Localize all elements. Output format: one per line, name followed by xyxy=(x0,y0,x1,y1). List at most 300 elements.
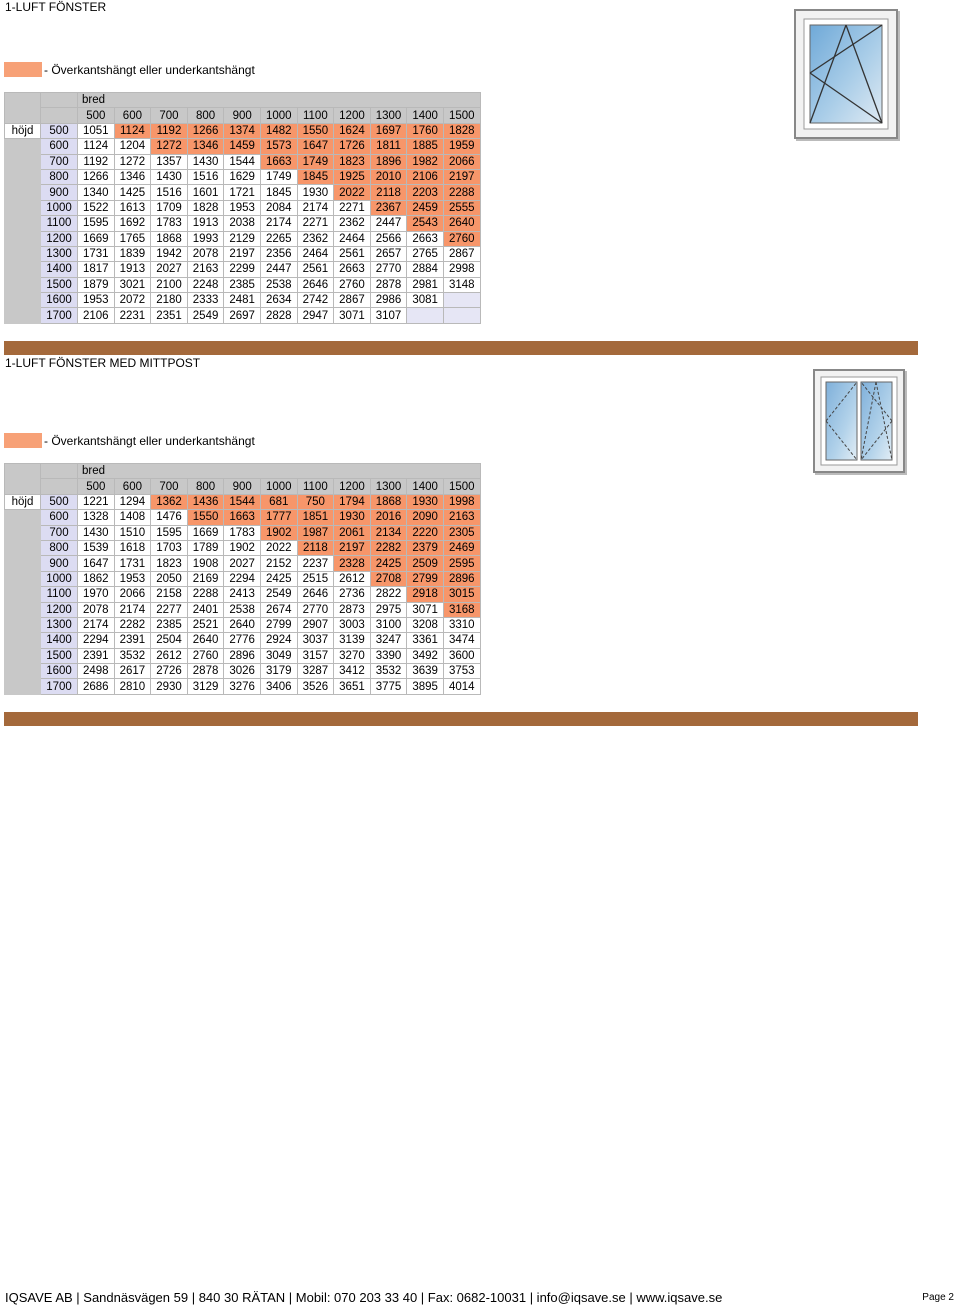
price-cell: 3168 xyxy=(443,602,480,617)
table-row xyxy=(5,587,481,602)
price-cell: 2896 xyxy=(224,648,261,663)
price-cell: 2197 xyxy=(334,540,371,555)
price-cell: 1765 xyxy=(114,231,151,246)
price-cell: 1669 xyxy=(78,231,115,246)
price-cell: 1482 xyxy=(260,123,297,138)
price-cell: 2469 xyxy=(443,540,480,555)
price-cell: 3474 xyxy=(443,633,480,648)
price-cell: 2612 xyxy=(334,571,371,586)
hojd-spacer xyxy=(5,308,41,323)
table-row xyxy=(5,185,481,200)
price-cell: 2118 xyxy=(370,185,407,200)
width-header-cell: 800 xyxy=(187,108,224,123)
table-row xyxy=(5,510,481,525)
hojd-spacer xyxy=(5,556,41,571)
price-cell: 1595 xyxy=(151,525,188,540)
width-header-cell: 600 xyxy=(114,108,151,123)
price-cell: 2271 xyxy=(334,200,371,215)
price-cell: 2907 xyxy=(297,617,334,632)
price-cell: 1516 xyxy=(151,185,188,200)
hojd-spacer xyxy=(5,571,41,586)
width-header-cell: 1500 xyxy=(443,108,480,123)
width-header-cell: 1200 xyxy=(334,108,371,123)
price-cell: 3600 xyxy=(443,648,480,663)
price-cell: 2106 xyxy=(78,308,115,323)
bred-label: bred xyxy=(78,93,481,108)
price-cell: 1476 xyxy=(151,510,188,525)
table-corner xyxy=(5,93,41,124)
price-cell: 2134 xyxy=(370,525,407,540)
price-cell: 3532 xyxy=(114,648,151,663)
price-cell: 2646 xyxy=(297,587,334,602)
price-cell: 2566 xyxy=(370,231,407,246)
width-header-cell: 1000 xyxy=(260,479,297,494)
price-cell: 2152 xyxy=(260,556,297,571)
table-corner-cell xyxy=(41,464,78,479)
price-cell: 2027 xyxy=(151,262,188,277)
width-header-cell: 1300 xyxy=(370,479,407,494)
price-cell: 2878 xyxy=(187,664,224,679)
price-cell: 2726 xyxy=(151,664,188,679)
price-cell: 2634 xyxy=(260,293,297,308)
price-cell: 1845 xyxy=(297,169,334,184)
price-cell: 2867 xyxy=(334,293,371,308)
price-cell: 1731 xyxy=(114,556,151,571)
height-label-cell: 1300 xyxy=(41,246,78,261)
price-cell: 2010 xyxy=(370,169,407,184)
section-1-legend-swatch xyxy=(4,62,42,77)
price-cell: 1272 xyxy=(151,139,188,154)
price-cell: 1340 xyxy=(78,185,115,200)
price-cell: 2237 xyxy=(297,556,334,571)
price-cell: 2197 xyxy=(224,246,261,261)
price-cell: 1970 xyxy=(78,587,115,602)
price-cell: 3532 xyxy=(370,664,407,679)
price-cell: 2918 xyxy=(407,587,444,602)
price-cell: 1663 xyxy=(224,510,261,525)
height-label-cell: 1300 xyxy=(41,617,78,632)
table-row xyxy=(5,679,481,694)
price-cell: 2072 xyxy=(114,293,151,308)
width-header-cell: 1500 xyxy=(443,479,480,494)
table-row xyxy=(5,556,481,571)
price-cell xyxy=(443,308,480,323)
price-cell: 3247 xyxy=(370,633,407,648)
price-cell: 1987 xyxy=(297,525,334,540)
table-row xyxy=(5,277,481,292)
footer-contact: IQSAVE AB | Sandnäsvägen 59 | 840 30 RÄTAN | Mobil: 070 203 33 40 | Fax: 0682-10031 | info@iqsave.se | www.iqsave.se xyxy=(5,1290,723,1305)
price-cell: 3015 xyxy=(443,587,480,602)
section-2-legend-text: - Överkantshängt eller underkantshängt xyxy=(44,434,255,448)
price-cell: 1362 xyxy=(151,494,188,509)
width-header-cell: 500 xyxy=(78,108,115,123)
price-cell: 3021 xyxy=(114,277,151,292)
price-cell: 1669 xyxy=(187,525,224,540)
price-cell: 2799 xyxy=(407,571,444,586)
price-cell: 1777 xyxy=(260,510,297,525)
price-cell: 1425 xyxy=(114,185,151,200)
price-cell: 3639 xyxy=(407,664,444,679)
price-cell: 1272 xyxy=(114,154,151,169)
table-row xyxy=(5,664,481,679)
price-cell: 750 xyxy=(297,494,334,509)
price-cell: 1862 xyxy=(78,571,115,586)
height-label-cell: 1500 xyxy=(41,277,78,292)
price-cell: 1913 xyxy=(114,262,151,277)
price-cell: 3775 xyxy=(370,679,407,694)
price-cell: 1618 xyxy=(114,540,151,555)
price-cell: 2981 xyxy=(407,277,444,292)
price-cell: 2975 xyxy=(370,602,407,617)
price-cell: 2022 xyxy=(260,540,297,555)
price-cell: 2174 xyxy=(78,617,115,632)
price-cell: 2362 xyxy=(297,231,334,246)
width-header-cell: 900 xyxy=(224,479,261,494)
price-cell: 1430 xyxy=(78,525,115,540)
price-cell: 2022 xyxy=(334,185,371,200)
price-cell: 3287 xyxy=(297,664,334,679)
table-row xyxy=(5,154,481,169)
hojd-spacer xyxy=(5,633,41,648)
price-cell: 3148 xyxy=(443,277,480,292)
price-cell: 1709 xyxy=(151,200,188,215)
height-label-cell: 700 xyxy=(41,525,78,540)
price-cell: 3157 xyxy=(297,648,334,663)
table-corner xyxy=(5,464,41,495)
price-cell: 2231 xyxy=(114,308,151,323)
height-label-cell: 500 xyxy=(41,123,78,138)
price-cell: 3081 xyxy=(407,293,444,308)
price-cell: 2277 xyxy=(151,602,188,617)
price-cell: 2038 xyxy=(224,216,261,231)
price-cell: 2447 xyxy=(260,262,297,277)
price-cell: 1430 xyxy=(187,154,224,169)
section-2-legend-swatch xyxy=(4,433,42,448)
hojd-spacer xyxy=(5,277,41,292)
price-cell: 2090 xyxy=(407,510,444,525)
price-cell: 1902 xyxy=(260,525,297,540)
price-cell: 2288 xyxy=(443,185,480,200)
price-cell: 1789 xyxy=(187,540,224,555)
price-cell: 2640 xyxy=(224,617,261,632)
bred-header-row xyxy=(5,93,481,108)
price-cell: 2158 xyxy=(151,587,188,602)
price-cell: 1817 xyxy=(78,262,115,277)
bred-header-row xyxy=(5,464,481,479)
price-cell: 3390 xyxy=(370,648,407,663)
price-cell: 2459 xyxy=(407,200,444,215)
price-cell: 2084 xyxy=(260,200,297,215)
price-cell: 2617 xyxy=(114,664,151,679)
price-cell: 1885 xyxy=(407,139,444,154)
price-cell: 1749 xyxy=(260,169,297,184)
width-header-cell: 700 xyxy=(151,479,188,494)
price-cell: 1783 xyxy=(151,216,188,231)
price-cell: 1544 xyxy=(224,494,261,509)
price-cell: 2129 xyxy=(224,231,261,246)
table-row xyxy=(5,308,481,323)
price-cell: 2543 xyxy=(407,216,444,231)
price-cell: 2066 xyxy=(114,587,151,602)
hojd-spacer xyxy=(5,185,41,200)
price-cell: 2100 xyxy=(151,277,188,292)
section-2-separator-band xyxy=(4,712,918,726)
price-cell: 2413 xyxy=(224,587,261,602)
hojd-spacer xyxy=(5,216,41,231)
height-label-cell: 1400 xyxy=(41,633,78,648)
price-cell: 2174 xyxy=(260,216,297,231)
price-cell: 2385 xyxy=(224,277,261,292)
price-cell xyxy=(443,293,480,308)
height-label-cell: 1600 xyxy=(41,664,78,679)
price-cell: 1539 xyxy=(78,540,115,555)
price-cell: 2873 xyxy=(334,602,371,617)
price-cell: 2401 xyxy=(187,602,224,617)
table-row xyxy=(5,571,481,586)
height-label-cell: 600 xyxy=(41,139,78,154)
price-cell: 1783 xyxy=(224,525,261,540)
table-corner-cell xyxy=(41,93,78,108)
price-cell: 2521 xyxy=(187,617,224,632)
price-cell: 1595 xyxy=(78,216,115,231)
height-label-cell: 800 xyxy=(41,169,78,184)
height-label-cell: 1000 xyxy=(41,200,78,215)
price-cell: 1192 xyxy=(151,123,188,138)
price-cell: 1522 xyxy=(78,200,115,215)
height-label-cell: 700 xyxy=(41,154,78,169)
price-cell: 3406 xyxy=(260,679,297,694)
width-header-cell: 1400 xyxy=(407,108,444,123)
price-cell: 1760 xyxy=(407,123,444,138)
price-cell: 3310 xyxy=(443,617,480,632)
price-cell: 3026 xyxy=(224,664,261,679)
bred-label: bred xyxy=(78,464,481,479)
price-cell: 2385 xyxy=(151,617,188,632)
hojd-spacer xyxy=(5,679,41,694)
hojd-spacer xyxy=(5,154,41,169)
price-cell: 1982 xyxy=(407,154,444,169)
price-cell: 2294 xyxy=(224,571,261,586)
price-cell: 3107 xyxy=(370,308,407,323)
price-cell: 1953 xyxy=(78,293,115,308)
hojd-spacer xyxy=(5,262,41,277)
width-header-cell: 800 xyxy=(187,479,224,494)
price-cell: 2299 xyxy=(224,262,261,277)
height-label-cell: 1100 xyxy=(41,216,78,231)
price-cell: 1624 xyxy=(334,123,371,138)
price-cell: 1811 xyxy=(370,139,407,154)
width-header-spacer xyxy=(41,479,78,494)
price-cell: 2686 xyxy=(78,679,115,694)
price-cell: 2549 xyxy=(260,587,297,602)
table-row xyxy=(5,216,481,231)
price-cell: 2867 xyxy=(443,246,480,261)
price-cell: 1294 xyxy=(114,494,151,509)
price-cell: 3129 xyxy=(187,679,224,694)
price-cell: 2333 xyxy=(187,293,224,308)
price-cell: 2760 xyxy=(187,648,224,663)
hojd-spacer xyxy=(5,293,41,308)
price-cell: 2924 xyxy=(260,633,297,648)
price-cell: 2163 xyxy=(443,510,480,525)
price-cell: 2810 xyxy=(114,679,151,694)
window-photo-mullion xyxy=(813,369,905,473)
price-cell: 2282 xyxy=(370,540,407,555)
price-cell: 2498 xyxy=(78,664,115,679)
table-row xyxy=(5,123,481,138)
price-cell: 2595 xyxy=(443,556,480,571)
price-cell: 2118 xyxy=(297,540,334,555)
price-cell: 3003 xyxy=(334,617,371,632)
hojd-label: höjd xyxy=(5,494,41,509)
price-cell: 2391 xyxy=(78,648,115,663)
price-cell: 1828 xyxy=(187,200,224,215)
price-cell: 1845 xyxy=(260,185,297,200)
price-cell: 2180 xyxy=(151,293,188,308)
price-cell: 2447 xyxy=(370,216,407,231)
price-cell: 2515 xyxy=(297,571,334,586)
price-cell: 2697 xyxy=(224,308,261,323)
height-label-cell: 1400 xyxy=(41,262,78,277)
width-header-cell: 900 xyxy=(224,108,261,123)
price-cell: 2351 xyxy=(151,308,188,323)
table-row xyxy=(5,648,481,663)
price-cell: 2328 xyxy=(334,556,371,571)
price-cell: 681 xyxy=(260,494,297,509)
price-cell: 1374 xyxy=(224,123,261,138)
table-row xyxy=(5,494,481,509)
price-cell: 1663 xyxy=(260,154,297,169)
price-cell: 2640 xyxy=(187,633,224,648)
price-cell: 3361 xyxy=(407,633,444,648)
price-cell: 1544 xyxy=(224,154,261,169)
price-cell: 3526 xyxy=(297,679,334,694)
price-cell: 2203 xyxy=(407,185,444,200)
price-cell: 1550 xyxy=(187,510,224,525)
price-cell: 2509 xyxy=(407,556,444,571)
price-cell: 1221 xyxy=(78,494,115,509)
table-row xyxy=(5,231,481,246)
price-cell: 2947 xyxy=(297,308,334,323)
window-photo-single xyxy=(794,9,898,139)
table-row xyxy=(5,139,481,154)
price-cell: 1346 xyxy=(114,169,151,184)
table-row xyxy=(5,200,481,215)
price-cell: 1823 xyxy=(334,154,371,169)
price-cell: 2481 xyxy=(224,293,261,308)
price-cell: 1908 xyxy=(187,556,224,571)
hojd-spacer xyxy=(5,246,41,261)
price-cell: 2169 xyxy=(187,571,224,586)
price-cell: 2549 xyxy=(187,308,224,323)
price-cell: 1647 xyxy=(297,139,334,154)
price-cell: 1823 xyxy=(151,556,188,571)
hojd-label: höjd xyxy=(5,123,41,138)
price-cell: 2248 xyxy=(187,277,224,292)
price-cell: 2663 xyxy=(407,231,444,246)
price-cell: 1879 xyxy=(78,277,115,292)
price-cell: 1959 xyxy=(443,139,480,154)
price-cell: 3037 xyxy=(297,633,334,648)
price-cell: 2027 xyxy=(224,556,261,571)
height-label-cell: 1500 xyxy=(41,648,78,663)
price-cell: 2391 xyxy=(114,633,151,648)
price-cell: 1868 xyxy=(151,231,188,246)
price-cell: 1902 xyxy=(224,540,261,555)
hojd-spacer xyxy=(5,617,41,632)
price-cell: 2708 xyxy=(370,571,407,586)
table-row xyxy=(5,525,481,540)
price-cell: 3139 xyxy=(334,633,371,648)
price-cell: 2776 xyxy=(224,633,261,648)
price-cell: 2061 xyxy=(334,525,371,540)
price-cell: 2640 xyxy=(443,216,480,231)
price-cell: 1896 xyxy=(370,154,407,169)
hojd-spacer xyxy=(5,525,41,540)
price-cell: 2770 xyxy=(370,262,407,277)
price-cell: 1510 xyxy=(114,525,151,540)
price-cell: 2163 xyxy=(187,262,224,277)
height-label-cell: 1700 xyxy=(41,308,78,323)
price-cell: 2367 xyxy=(370,200,407,215)
price-cell: 2425 xyxy=(370,556,407,571)
price-cell: 2538 xyxy=(224,602,261,617)
price-cell: 1925 xyxy=(334,169,371,184)
price-cell: 3049 xyxy=(260,648,297,663)
price-cell: 1408 xyxy=(114,510,151,525)
height-label-cell: 1100 xyxy=(41,587,78,602)
price-cell: 2878 xyxy=(370,277,407,292)
price-cell: 1953 xyxy=(114,571,151,586)
price-cell: 2765 xyxy=(407,246,444,261)
price-cell: 2425 xyxy=(260,571,297,586)
price-cell: 2561 xyxy=(297,262,334,277)
section-2-price-table xyxy=(4,463,481,695)
width-header-row xyxy=(5,108,481,123)
hojd-spacer xyxy=(5,648,41,663)
section-1-separator-band xyxy=(4,341,918,355)
height-label-cell: 1600 xyxy=(41,293,78,308)
price-cell: 3071 xyxy=(407,602,444,617)
price-cell: 1204 xyxy=(114,139,151,154)
price-cell: 2464 xyxy=(334,231,371,246)
price-cell: 2760 xyxy=(334,277,371,292)
price-cell: 2884 xyxy=(407,262,444,277)
hojd-spacer xyxy=(5,664,41,679)
price-cell: 1051 xyxy=(78,123,115,138)
price-cell: 2174 xyxy=(114,602,151,617)
price-cell: 2271 xyxy=(297,216,334,231)
price-cell: 2078 xyxy=(187,246,224,261)
width-header-spacer xyxy=(41,108,78,123)
price-cell: 1550 xyxy=(297,123,334,138)
height-label-cell: 1700 xyxy=(41,679,78,694)
price-cell: 1436 xyxy=(187,494,224,509)
table-row xyxy=(5,633,481,648)
price-cell: 2612 xyxy=(151,648,188,663)
price-cell: 2986 xyxy=(370,293,407,308)
price-cell: 2930 xyxy=(151,679,188,694)
price-cell: 2674 xyxy=(260,602,297,617)
price-cell: 2066 xyxy=(443,154,480,169)
price-cell: 1913 xyxy=(187,216,224,231)
price-cell: 1516 xyxy=(187,169,224,184)
price-cell: 1647 xyxy=(78,556,115,571)
height-label-cell: 1200 xyxy=(41,602,78,617)
table-row xyxy=(5,246,481,261)
height-label-cell: 600 xyxy=(41,510,78,525)
price-cell: 2799 xyxy=(260,617,297,632)
